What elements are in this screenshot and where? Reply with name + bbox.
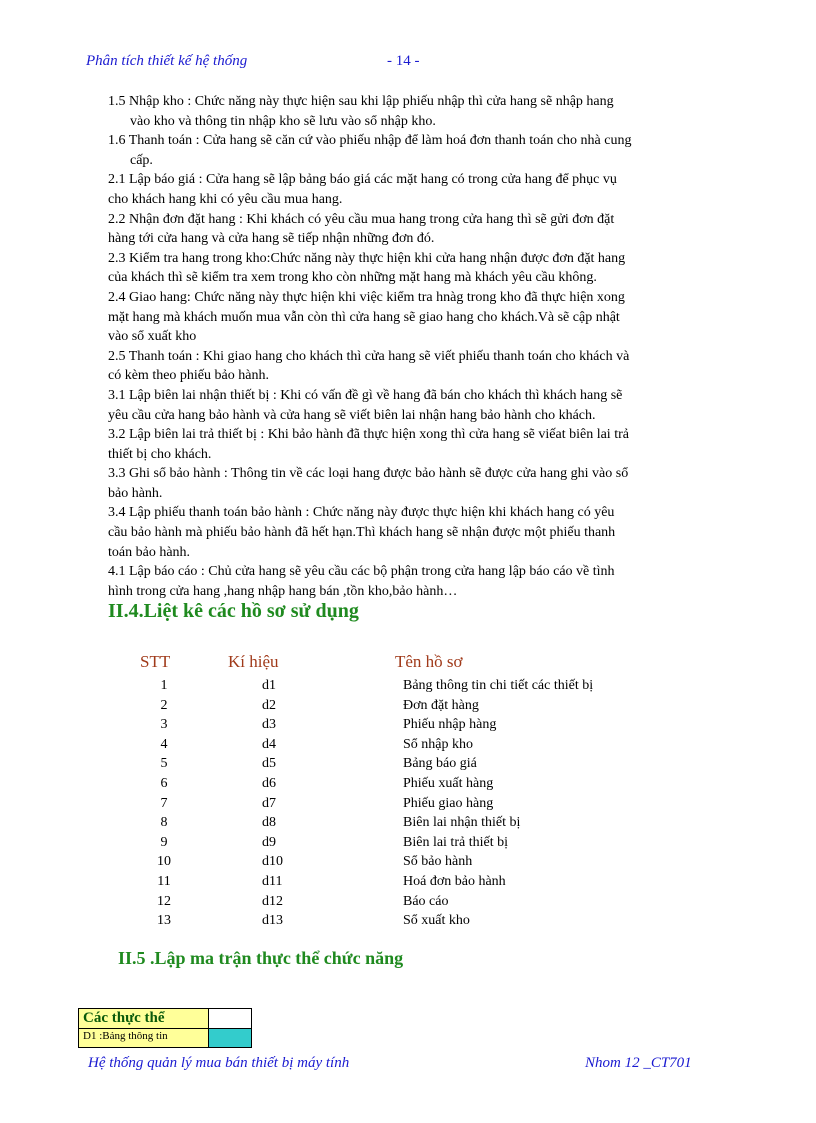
- matrix-header: Các thực thể: [79, 1009, 209, 1028]
- row-name: Báo cáo: [403, 893, 449, 909]
- paragraph-line: 3.1 Lập biên lai nhận thiết bị : Khi có vấn đề gì về hang đã bán cho khách thì khách hang sẽ: [108, 387, 623, 403]
- table-row: [0, 774, 816, 794]
- paragraph-line: cầu bảo hành mà phiếu bảo hành đã hết hạn.Thì khách hang sẽ nhận được một phiếu thanh: [108, 525, 616, 541]
- row-stt: 5: [160, 756, 168, 772]
- col-header-stt: STT: [140, 652, 171, 671]
- paragraph-line: toán bảo hành.: [108, 544, 191, 560]
- table-row: [0, 813, 816, 833]
- paragraph-line: 2.1 Lập báo giá : Cửa hang sẽ lập bảng báo giá các mặt hang có trong cửa hang để phục vụ: [108, 172, 617, 188]
- table-row: [0, 872, 816, 892]
- row-stt: 3: [160, 717, 168, 733]
- table-row: [0, 715, 816, 735]
- row-name: Đơn đặt hàng: [403, 697, 479, 713]
- table-row: [0, 735, 816, 755]
- row-name: Sổ xuất kho: [403, 913, 470, 929]
- row-name: Bảng thông tin chi tiết các thiết bị: [403, 678, 594, 693]
- row-name: Hoá đơn bảo hành: [403, 874, 506, 889]
- matrix-cell: [209, 1029, 251, 1047]
- row-name: Sổ bảo hành: [403, 854, 473, 870]
- page-number: - 14 -: [387, 53, 420, 69]
- row-name: Sổ nhập kho: [403, 736, 473, 752]
- paragraph-line: 1.5 Nhập kho : Chức năng này thực hiện sau khi lập phiếu nhập thì cửa hang sẽ nhập hang: [108, 94, 614, 109]
- row-stt: 7: [160, 795, 168, 811]
- row-stt: 1: [160, 678, 168, 693]
- row-stt: 11: [157, 874, 171, 889]
- paragraph-line: 4.1 Lập báo cáo : Chủ cửa hang sẽ yêu cầu các bộ phận trong cửa hang lập báo cáo về tình: [108, 564, 615, 580]
- col-header-symbol: Kí hiệu: [228, 652, 279, 671]
- table-row: [0, 754, 816, 774]
- row-symbol: d11: [262, 874, 283, 889]
- paragraph-line: của khách thì sẽ kiểm tra xem trong kho còn những mặt hang mà khách yêu cầu không.: [108, 270, 597, 286]
- table-row: [0, 833, 816, 853]
- paragraph-line: thiết bị cho khách.: [108, 446, 212, 462]
- row-symbol: d3: [262, 717, 276, 733]
- row-symbol: d12: [262, 893, 283, 909]
- row-symbol: d1: [262, 678, 276, 693]
- row-stt: 10: [157, 854, 171, 870]
- body-text: [108, 92, 708, 601]
- matrix-header-blank: [209, 1009, 251, 1028]
- row-name: Biên lai trả thiết bị: [403, 834, 508, 850]
- col-header-name: Tên hồ sơ: [395, 652, 463, 671]
- row-name: Bảng báo giá: [403, 756, 477, 772]
- table-row: [0, 892, 816, 912]
- row-name: Biên lai nhận thiết bị: [403, 815, 521, 831]
- paragraph-line: 3.2 Lập biên lai trả thiết bị : Khi bảo hành đã thực hiện xong thì cửa hang sẽ viếat biên lai trả: [108, 427, 629, 443]
- paragraph-line: cấp.: [130, 152, 153, 168]
- row-stt: 12: [157, 893, 171, 909]
- paragraph-line: 3.3 Ghi sổ bảo hành : Thông tin về các loại hang được bảo hành sẽ được cửa hang ghi vào sổ: [108, 466, 629, 482]
- row-symbol: d7: [262, 795, 276, 811]
- paragraph-line: hàng tới cửa hang và cửa hang sẽ tiếp nhận những đơn đó.: [108, 231, 435, 247]
- row-stt: 2: [160, 697, 168, 713]
- row-name: Phiếu nhập hàng: [403, 717, 497, 733]
- row-symbol: d9: [262, 834, 276, 850]
- row-stt: 9: [160, 834, 168, 850]
- row-stt: 13: [157, 913, 171, 929]
- paragraph-line: hình trong cửa hang ,hang nhập hang bán ,tồn kho,bảo hành…: [108, 583, 458, 599]
- paragraph-line: mặt hang mà khách muốn mua vẫn còn thì cửa hang sẽ giao hang cho khách.Và sẽ cập nhật: [108, 309, 620, 325]
- row-stt: 4: [160, 736, 168, 752]
- row-stt: 8: [160, 815, 168, 831]
- table-row: [0, 696, 816, 716]
- paragraph-line: yêu cầu cửa hang bảo hành và cửa hang sẽ viết biên lai nhận hang bảo hành cho khách.: [108, 407, 596, 423]
- table-row: [0, 676, 816, 696]
- footer-left: Hệ thống quản lý mua bán thiết bị máy tính: [88, 1055, 350, 1071]
- paragraph-line: bảo hành.: [108, 485, 163, 501]
- row-symbol: d10: [262, 854, 283, 870]
- paragraph-line: vào kho và thông tin nhập kho sẽ lưu vào sổ nhập kho.: [130, 113, 436, 129]
- paragraph-line: 2.2 Nhận đơn đặt hang : Khi khách có yêu cầu mua hang trong cửa hang thì sẽ gửi đơn đặt: [108, 211, 615, 227]
- row-symbol: d8: [262, 815, 276, 831]
- footer-right: Nhom 12 _CT701: [585, 1055, 692, 1071]
- row-symbol: d6: [262, 776, 276, 791]
- paragraph-line: có kèm theo phiếu bảo hành.: [108, 368, 269, 384]
- entity-matrix: [78, 1008, 252, 1048]
- paragraph-line: 2.4 Giao hang: Chức năng này thực hiện khi việc kiểm tra hnàg trong kho đã thực hiện xong: [108, 289, 625, 305]
- paragraph-line: 1.6 Thanh toán : Cửa hang sẽ căn cứ vào phiếu nhập để làm hoá đơn thanh toán cho nhà cung: [108, 133, 632, 149]
- row-symbol: d13: [262, 913, 283, 929]
- matrix-row-d1: D1 :Bảng thông tin: [79, 1029, 209, 1047]
- paragraph-line: vào sổ xuất kho: [108, 329, 197, 345]
- paragraph-line: cho khách hang khi có yêu cầu mua hang.: [108, 191, 343, 207]
- table-row: [0, 852, 816, 872]
- paragraph-line: 3.4 Lập phiếu thanh toán bảo hành : Chức năng này được thực hiện khi khách hang có yêu: [108, 505, 615, 521]
- table-row: [0, 911, 816, 931]
- table-row: [0, 794, 816, 814]
- row-name: Phiếu giao hàng: [403, 795, 494, 811]
- row-symbol: d2: [262, 697, 276, 713]
- section-heading-4: II.4.Liệt kê các hồ sơ sử dụng: [108, 600, 359, 622]
- row-symbol: d5: [262, 756, 276, 772]
- row-symbol: d4: [262, 736, 276, 752]
- header-title: Phân tích thiết kế hệ thống: [86, 53, 248, 69]
- row-stt: 6: [160, 776, 168, 791]
- paragraph-line: 2.3 Kiểm tra hang trong kho:Chức năng này thực hiện khi cửa hang nhận được đơn đặt hang: [108, 250, 626, 266]
- paragraph-line: 2.5 Thanh toán : Khi giao hang cho khách thì cửa hang sẽ viết phiếu thanh toán cho khách và: [108, 348, 630, 364]
- section-heading-5: II.5 .Lập ma trận thực thể chức năng: [118, 948, 404, 968]
- row-name: Phiếu xuất hàng: [403, 776, 494, 791]
